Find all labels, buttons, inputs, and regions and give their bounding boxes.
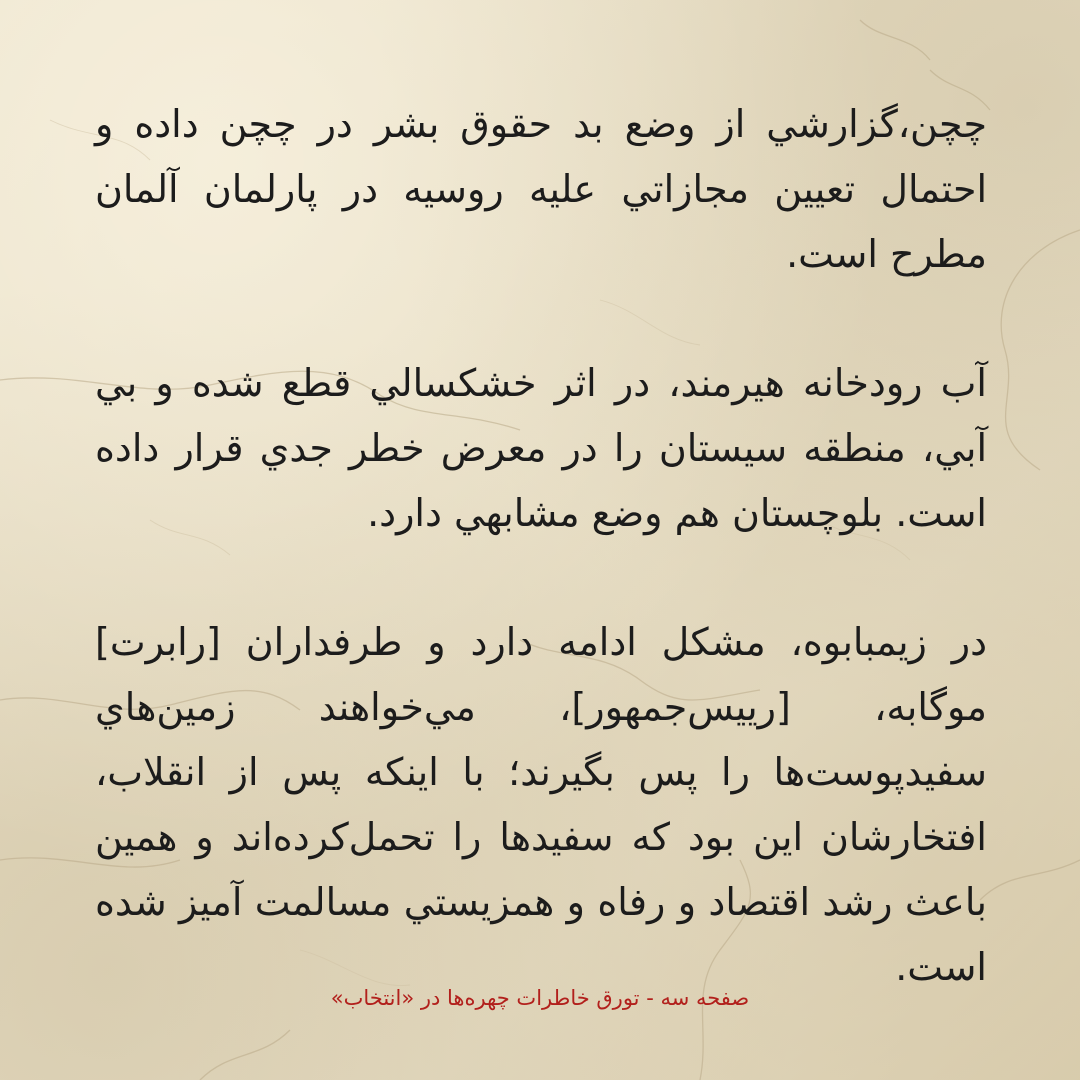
page-footer-caption: صفحه سه - تورق خاطرات چهره‌ها در «انتخاب» [330,986,750,1010]
paragraph-chechnya: چچن،گزارشي از وضع بد حقوق بشر در چچن داده و احتمال تعيين مجازاتي عليه روسيه در پارلمان آلمان مطرح است. [95,102,987,276]
text-body [95,92,987,1000]
paragraph-zimbabwe: در زيمبابوه، مشكل ادامه دارد و طرفداران [رابرت] موگابه، [رييس‌جمهور]، مي‌خواهند زمين‌هاي سفيدپوست‌ها را پس بگيرند؛ با اينكه پس از انقلاب، افتخارشان اين بود كه سفيدها را تحمل‌كرده‌اند و همين باعث رشد اقتصاد و رفاه و همزيستي مسالمت آميز شده است. [95,620,987,989]
paragraph-helmand-river: آب رودخانه هيرمند، در اثر خشكسالي قطع شده و بي آبي، منطقه سيستان را در معرض خطر جدي قرار داده است. بلوچستان هم وضع مشابهي دارد. [95,361,987,535]
